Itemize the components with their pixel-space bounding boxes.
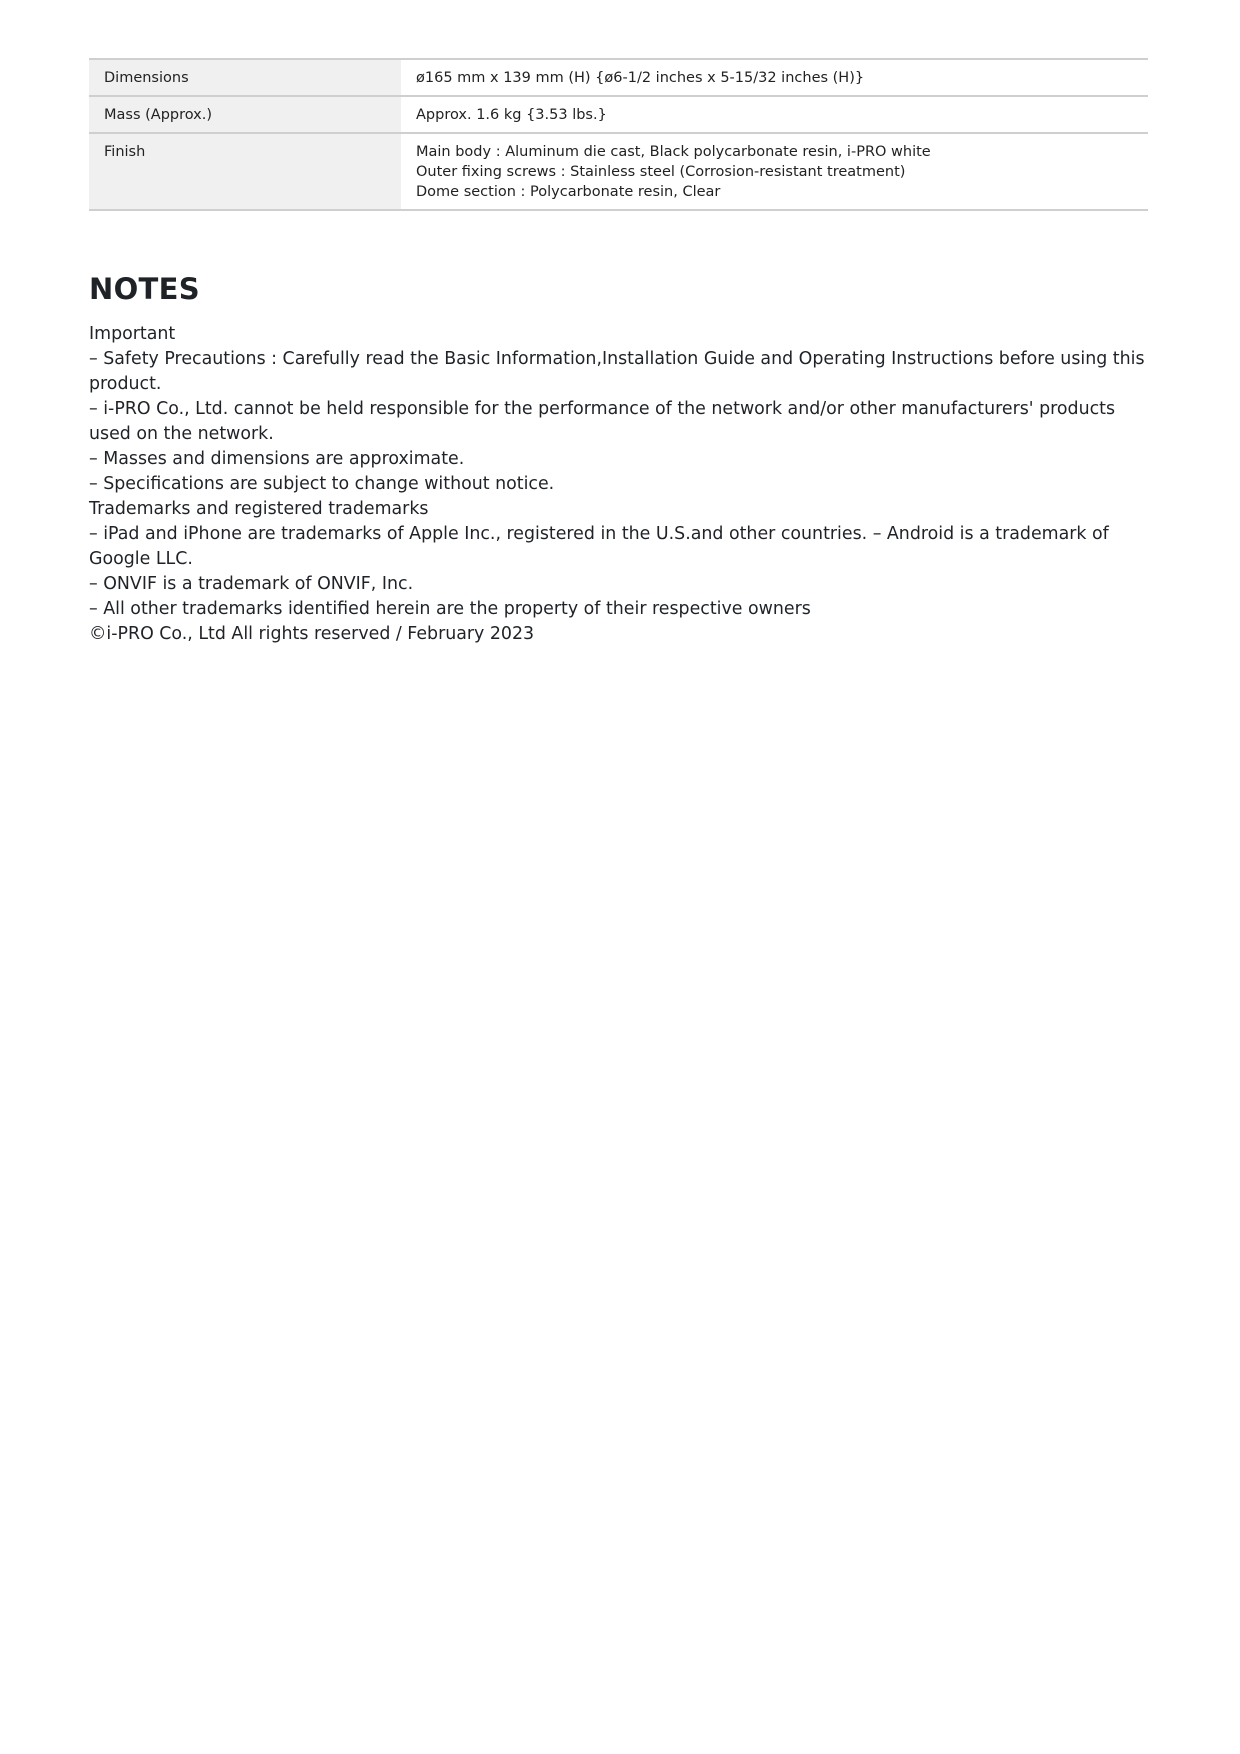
table-row	[89, 96, 1148, 133]
spec-label: Mass (Approx.)	[89, 96, 401, 133]
spec-value-line: ø165 mm x 139 mm (H) {ø6-1/2 inches x 5-15/32 inches (H)}	[416, 70, 865, 86]
notes-heading: NOTES	[89, 272, 200, 306]
spec-value	[401, 96, 1148, 133]
spec-value-line: Outer fixing screws : Stainless steel (Corrosion-resistant treatment)	[416, 164, 906, 180]
spec-value-line: Approx. 1.6 kg {3.53 lbs.}	[416, 107, 607, 123]
table-row	[89, 59, 1148, 96]
table-row	[89, 133, 1148, 210]
spec-value-line: Dome section : Polycarbonate resin, Clear	[416, 184, 721, 200]
note-item: – i-PRO Co., Ltd. cannot be held responsible for the performance of the network and/or other manufacturers' products used on the network.	[89, 399, 1116, 444]
important-label: Important	[89, 324, 176, 344]
spec-label: Finish	[89, 133, 401, 210]
trademark-item: – ONVIF is a trademark of ONVIF, Inc.	[89, 574, 414, 594]
spec-value-line: Main body : Aluminum die cast, Black polycarbonate resin, i-PRO white	[416, 144, 931, 160]
note-item: – Masses and dimensions are approximate.	[89, 449, 465, 469]
note-item: – Specifications are subject to change without notice.	[89, 474, 555, 494]
copyright-notice: ©i-PRO Co., Ltd All rights reserved / February 2023	[89, 624, 535, 644]
spec-table	[89, 58, 1148, 211]
note-item: – Safety Precautions : Carefully read the Basic Information,Installation Guide and Operating Instructions before using this product.	[89, 349, 1145, 394]
spec-value	[401, 133, 1148, 210]
trademark-item: – iPad and iPhone are trademarks of Apple Inc., registered in the U.S.and other countries. – Android is a trademark of Google LLC.	[89, 524, 1109, 569]
spec-value	[401, 59, 1148, 96]
trademarks-label: Trademarks and registered trademarks	[89, 499, 429, 519]
trademark-item: – All other trademarks identified herein are the property of their respective owners	[89, 599, 811, 619]
spec-label: Dimensions	[89, 59, 401, 96]
notes-body	[89, 322, 1149, 647]
